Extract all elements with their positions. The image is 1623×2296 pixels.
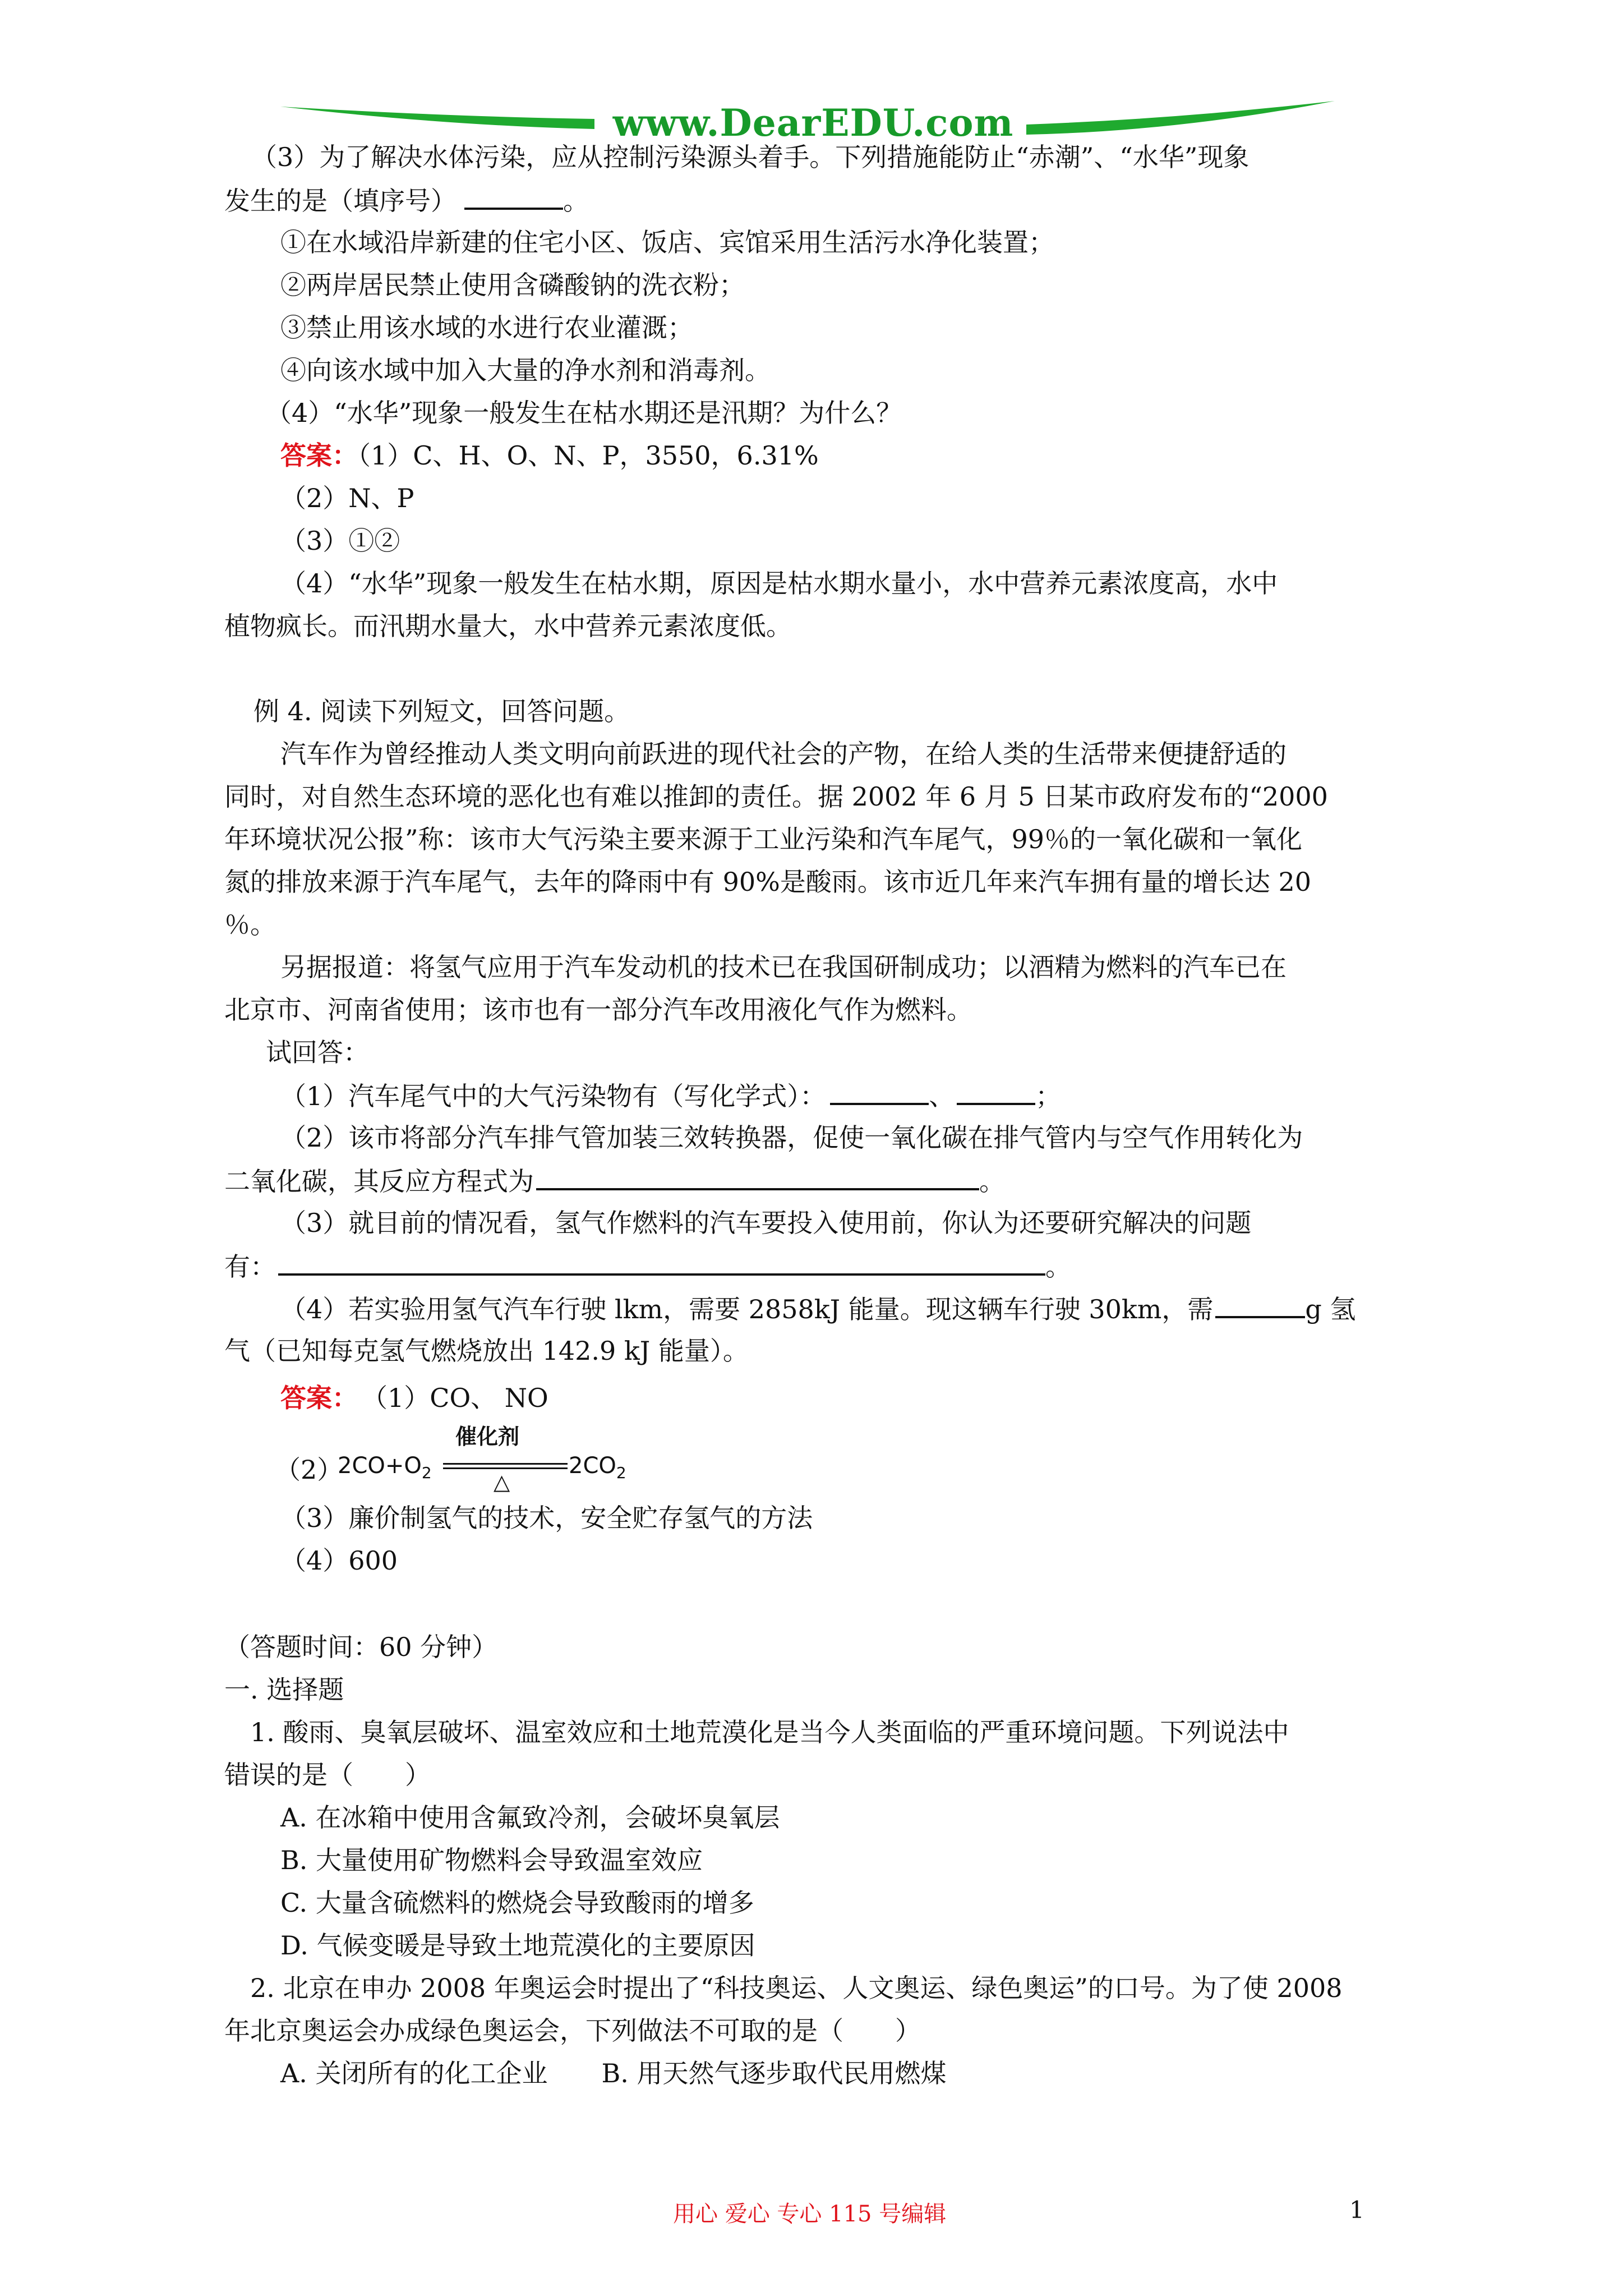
text-line [280,2056,947,2090]
option-b: B. 用天然气逐步取代民用燃煤 [601,2058,947,2088]
text-line [224,1249,1071,1283]
text-line: （4）600 [280,1545,398,1576]
answer-blank [1215,1291,1305,1318]
text-line [224,183,589,218]
text-line [280,439,819,472]
text-line: （2）该市将部分汽车排气管加装三效转换器，促使一氧化碳在排气管内与空气作用转化为 [280,1122,1303,1153]
text-line: 汽车作为曾经推动人类文明向前跃进的现代社会的产物，在给人类的生活带来便捷舒适的 [280,739,1287,769]
option-a: A. 关闭所有的化工企业 [280,2058,548,2088]
text-line [280,1078,1061,1113]
text-line: ④向该水域中加入大量的净水剂和消毒剂。 [280,355,771,385]
question-text: 2. 北京在申办 2008 年奥运会时提出了“科技奥运、人文奥运、绿色奥运”的口号。为了使 2008 [250,1973,1343,2003]
option-c: C. 大量含硫燃料的燃烧会导致酸雨的增多 [280,1888,754,1918]
answer-blank [278,1249,1045,1276]
text-line [224,1163,1005,1198]
option-a: A. 在冰箱中使用含氟致冷剂，会破坏臭氧层 [280,1802,780,1833]
text-line: 同时，对自然生态环境的恶化也有难以推卸的责任。据 2002 年 6 月 5 日某市政府发布的“2000 [224,781,1328,812]
option-d: D. 气候变暖是导致土地荒漠化的主要原因 [280,1930,755,1961]
text-segment: 。 [1045,1251,1071,1282]
question-text: 1. 酸雨、臭氧层破坏、温室效应和土地荒漠化是当今人类面临的严重环境问题。下列说法中 [250,1717,1289,1747]
text-line: （4）“水华”现象一般发生在枯水期，原因是枯水期水量小，水中营养元素浓度高，水中 [280,568,1278,599]
answer-blank [536,1163,979,1190]
text-line: 植物疯长。而汛期水量大，水中营养元素浓度低。 [224,611,792,641]
chemical-equation [275,1424,667,1494]
text-segment: 二氧化碳，其反应方程式为 [224,1166,534,1197]
answer-blank [957,1078,1035,1105]
answer-blank [830,1078,929,1105]
equation-condition: 催化剂 [455,1424,520,1449]
text-segment: g 氢 [1305,1294,1356,1324]
text-line: ①在水域沿岸新建的住宅小区、饭店、宾馆采用生活污水净化装置； [280,227,1054,257]
equation-products [569,1453,626,1482]
text-line: 另据报道：将氢气应用于汽车发动机的技术已在我国研制成功；以酒精为燃料的汽车已在 [280,952,1287,982]
text-line: （4）“水华”现象一般发生在枯水期还是汛期？为什么？ [266,398,902,428]
reactant-subscript: 2 [421,1464,432,1482]
formula-label: （2） [275,1455,343,1485]
heat-symbol: △ [494,1470,510,1494]
question-text: 年北京奥运会办成绿色奥运会，下列做法不可取的是（ ） [224,2016,921,2046]
page-number: 1 [1349,2196,1364,2224]
text-segment: 发生的是（填序号） [224,186,457,216]
text-line: （3）①② [280,526,400,556]
text-segment: （4）若实验用氢气汽车行驶 lkm，需要 2858kJ 能量。现这辆车行驶 30km，需 [280,1294,1214,1324]
text-segment: 。 [563,186,589,216]
text-segment: 、 [929,1081,955,1111]
answer-label: 答案： [280,440,358,471]
text-line: （3）为了解决水体污染，应从控制污染源头着手。下列措施能防止“赤潮”、“水华”现象 [251,142,1249,172]
footer-text: 用心 爱心 专心 115 号编辑 [673,2201,947,2227]
section-note: （答题时间：60 分钟） [224,1632,498,1662]
text-line: ％。 [224,909,276,940]
text-segment: （1）CO、 NO [375,1383,548,1413]
text-line [280,1381,548,1415]
text-segment: （1）汽车尾气中的大气污染物有（写化学式）： [280,1081,826,1111]
text-line: 北京市、河南省使用；该市也有一部分汽车改用液化气作为燃料。 [224,995,972,1025]
text-line: ③禁止用该水域的水进行农业灌溉； [280,312,693,343]
product-subscript: 2 [616,1464,626,1482]
reactant-text: 2CO+O [338,1453,422,1479]
text-line: （3）廉价制氢气的技术，安全贮存氢气的方法 [280,1503,813,1533]
option-b: B. 大量使用矿物燃料会导致温室效应 [280,1845,703,1875]
logo-text: www.DearEDU.com [612,101,1014,145]
text-line: 年环境状况公报”称：该市大气污染主要来源于工业污染和汽车尾气，99％的一氧化碳和一氧化 [224,824,1303,854]
text-line: ②两岸居民禁止使用含磷酸钠的洗衣粉； [280,270,745,300]
equation-reactants [338,1453,432,1482]
text-segment: 有： [224,1251,276,1282]
text-line: 氮的排放来源于汽车尾气，去年的降雨中有 90%是酸雨。该市近几年来汽车拥有量的增长达 20 [224,867,1312,897]
answer-blank [464,183,563,210]
text-line: （2）N、P [280,483,414,513]
text-line [280,1291,1355,1326]
text-line: 试回答： [266,1037,369,1068]
answer-label: 答案： [280,1383,358,1413]
text-line: （3）就目前的情况看，氢气作燃料的汽车要投入使用前，你认为还要研究解决的问题 [280,1208,1252,1238]
text-segment: 。 [979,1166,1005,1197]
example-heading: 例 4. 阅读下列短文，回答问题。 [253,696,630,726]
section-heading: 一. 选择题 [224,1674,344,1705]
question-text: 错误的是（ ） [224,1760,431,1790]
text-segment: （1）C、H、O、N、P，3550，6.31% [358,440,819,471]
product-text: 2CO [569,1453,616,1479]
text-segment: ； [1035,1081,1062,1111]
text-line: 气（已知每克氢气燃烧放出 142.9 kJ 能量）。 [224,1336,749,1366]
